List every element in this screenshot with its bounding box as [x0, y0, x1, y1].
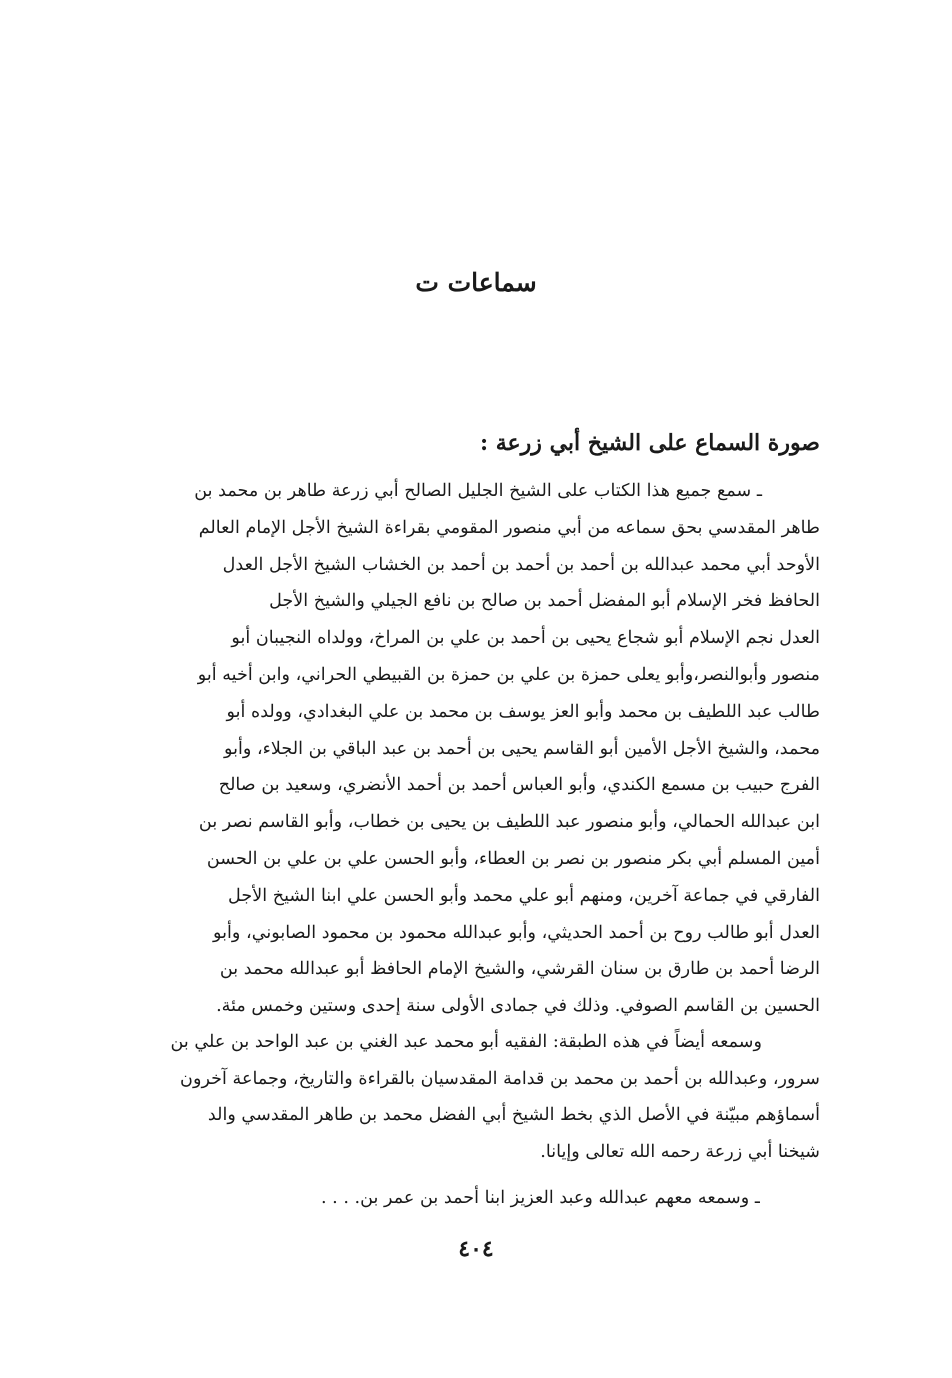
text-line: سرور، وعبدالله بن أحمد بن محمد بن قدامة المقدسيان بالقراءة والتاريخ، وجماعة آخرون — [180, 1068, 820, 1089]
text-line: الفرج حبيب بن مسمع الكندي، وأبو العباس أحمد بن أحمد الأنضري، وسعيد بن صالح — [218, 775, 820, 796]
text-line: شيخنا أبي زرعة رحمه الله تعالى وإيانا. — [540, 1141, 820, 1162]
page-number: ٤٠٤ — [458, 1236, 494, 1262]
text-line: العدل نجم الإسلام أبو شجاع يحيى بن أحمد بن علي بن المراخ، وولداه النجيبان أبو — [231, 628, 820, 649]
text-line: وسمعه أيضاً في هذه الطبقة: الفقيه أبو محمد عبد الغني بن عبد الواحد بن علي بن — [170, 1032, 762, 1052]
text-line: الأوحد أبي محمد عبدالله بن أحمد بن أحمد بن أحمد بن الخشاب الشيخ الأجل العدل — [222, 554, 820, 575]
text-line: ـ سمع جميع هذا الكتاب على الشيخ الجليل الصالح أبي زرعة طاهر بن محمد بن — [194, 481, 762, 501]
text-line: منصور وأبوالنصر،وأبو يعلى حمزة بن علي بن حمزة بن القبيطي الحراني، وابن أخيه أبو — [197, 664, 820, 685]
page-title: سماعات ت — [415, 268, 537, 297]
paragraph-3 — [118, 1180, 760, 1216]
text-line: العدل أبو طالب روح بن أحمد الحديثي، وأبو عبدالله محمود بن محمود الصابوني، وأبو — [213, 922, 820, 943]
text-line: الفارقي في جماعة آخرين، ومنهم أبو علي محمد وأبو الحسن علي ابنا الشيخ الأجل — [228, 885, 820, 906]
text-line: الحافظ فخر الإسلام أبو المفضل أحمد بن صالح بن نافع الجيلي والشيخ الأجل — [269, 591, 820, 612]
text-line: طالب عبد اللطيف بن محمد وأبو العز يوسف بن محمد بن علي البغدادي، وولده أبو — [226, 701, 820, 722]
text-line: أمين المسلم أبي بكر منصور بن نصر بن العطاء، وأبو الحسن علي بن علي بن الحسن — [206, 848, 820, 869]
text-line: ابن عبدالله الحمالي، وأبو منصور عبد اللطيف بن يحيى بن خطاب، وأبو القاسم نصر بن — [198, 812, 820, 833]
text-line: محمد، والشيخ الأجل الأمين أبو القاسم يحيى بن أحمد بن عبد الباقي بن الجلاء، وأبو — [224, 738, 820, 759]
section-heading: صورة السماع على الشيخ أبي زرعة : — [479, 430, 820, 456]
text-line: الحسين بن القاسم الصوفي. وذلك في جمادى الأولى سنة إحدى وستين وخمس مئة. — [216, 996, 820, 1017]
text-line: ـ وسمعه معهم عبدالله وعبد العزيز ابنا أحمد بن عمر بن. . . . — [320, 1188, 760, 1208]
paragraph-2 — [118, 1024, 820, 1170]
text-line: طاهر المقدسي بحق سماعه من أبي منصور المقومي بقراءة الشيخ الأجل الإمام العالم — [198, 517, 820, 538]
text-line: أسماؤهم مبيّنة في الأصل الذي بخط الشيخ أبي الفضل محمد بن طاهر المقدسي والد — [207, 1105, 820, 1125]
paragraph-1 — [118, 473, 820, 1025]
text-line: الرضا أحمد بن طارق بن سنان القرشي، والشيخ الإمام الحافظ أبو عبدالله محمد بن — [219, 959, 820, 980]
